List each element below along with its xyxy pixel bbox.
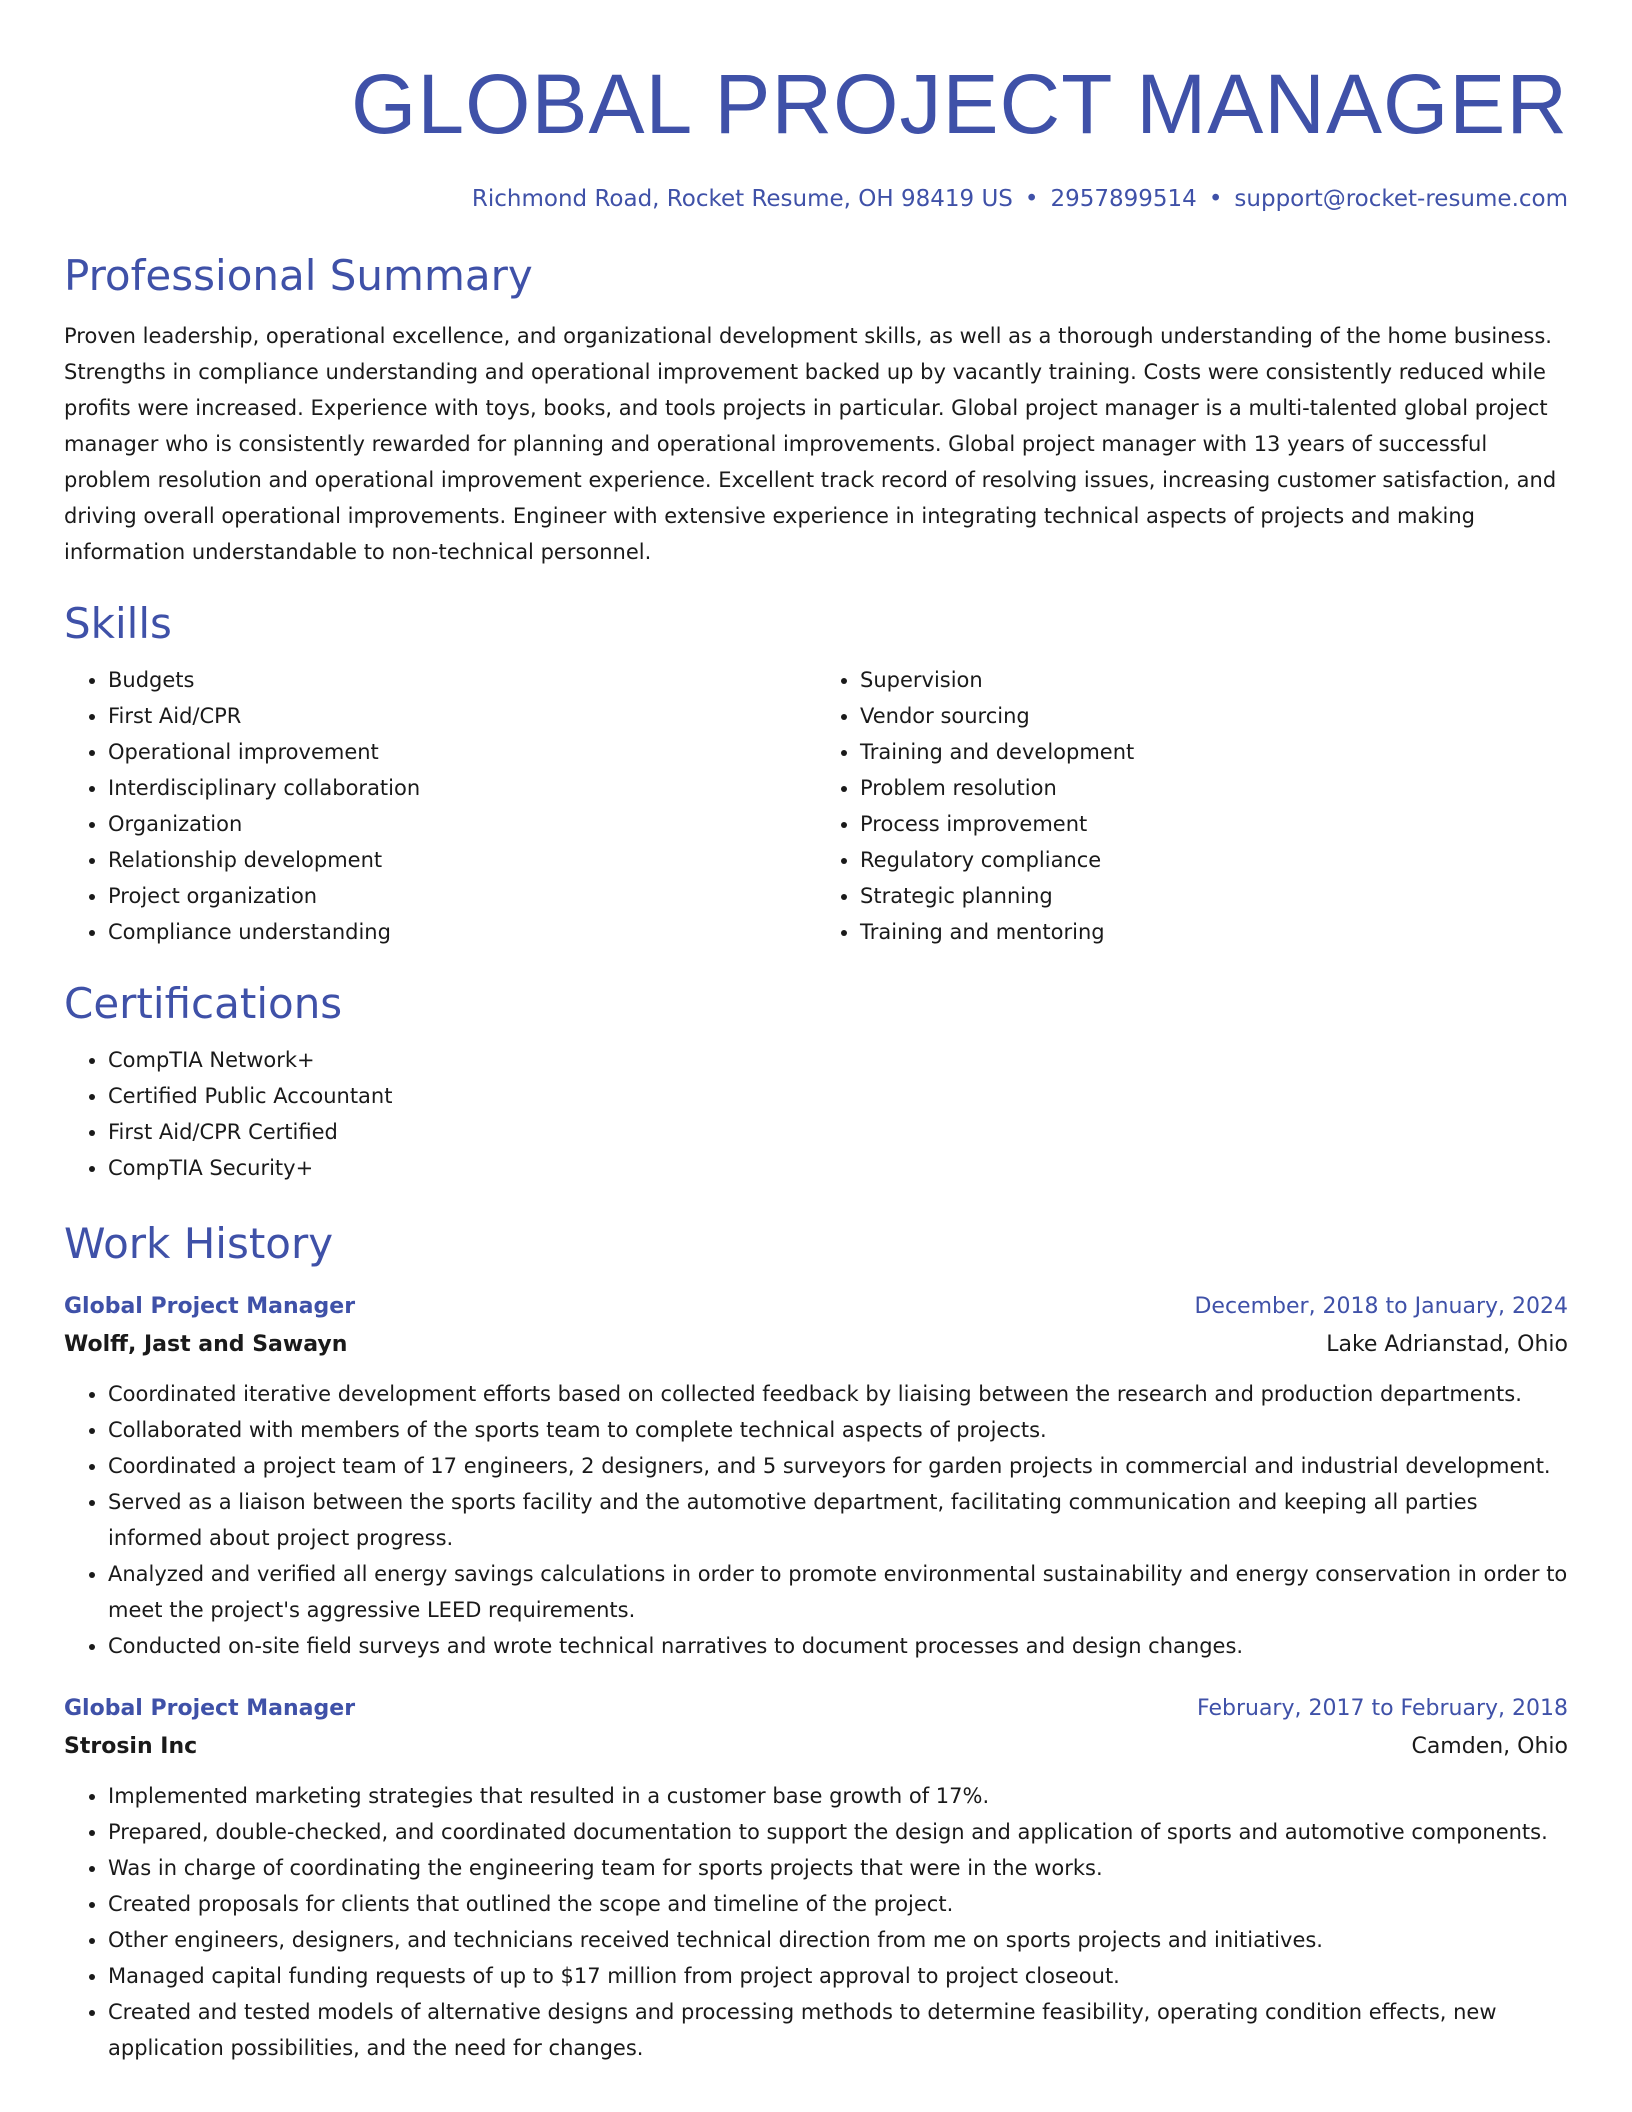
skill-item: • Relationship development xyxy=(108,842,816,878)
skill-item: • Strategic planning xyxy=(860,878,1568,914)
job-bullet: • Other engineers, designers, and technicians received technical direction from me on sports projects and initiatives. xyxy=(108,1922,1568,1958)
certification-item: • CompTIA Network+ xyxy=(108,1042,1568,1078)
skill-item: • First Aid/CPR xyxy=(108,698,816,734)
separator-dot: • xyxy=(1024,186,1039,212)
job-bullet: • Collaborated with members of the sports team to complete technical aspects of projects. xyxy=(108,1412,1568,1448)
skill-item: • Budgets xyxy=(108,662,816,698)
job-dates: February, 2017 to February, 2018 xyxy=(1197,1696,1568,1721)
skill-item: • Problem resolution xyxy=(860,770,1568,806)
skill-item: • Organization xyxy=(108,806,816,842)
job-company-row xyxy=(64,1728,1568,1766)
contact-line xyxy=(64,184,1568,214)
skill-item: • Regulatory compliance xyxy=(860,842,1568,878)
skills-columns xyxy=(64,662,1568,950)
job-bullet: • Managed capital funding requests of up to $17 million from project approval to project closeout. xyxy=(108,1958,1568,1994)
address: Richmond Road, Rocket Resume, OH 98419 US xyxy=(471,186,1013,212)
job-company: Strosin Inc xyxy=(64,1734,198,1759)
skill-item: • Training and mentoring xyxy=(860,914,1568,950)
work-history-heading: Work History xyxy=(64,1219,334,1268)
skills-list-left xyxy=(64,662,816,950)
email-link[interactable]: support@rocket-resume.com xyxy=(1234,186,1568,212)
job-bullet: • Prepared, double-checked, and coordinated documentation to support the design and application of sports and automotive components. xyxy=(108,1814,1568,1850)
skill-item: • Project organization xyxy=(108,878,816,914)
job-header-row xyxy=(64,1690,1568,1728)
job-bullet: • Analyzed and verified all energy savings calculations in order to promote environmental sustainability and energy conservation in order to meet the project's aggressive LEED requirements. xyxy=(108,1556,1568,1628)
resume-header xyxy=(64,0,1568,214)
job-bullet: • Created proposals for clients that outlined the scope and timeline of the project. xyxy=(108,1886,1568,1922)
job-bullets xyxy=(64,1778,1568,2066)
job-bullet: • Was in charge of coordinating the engineering team for sports projects that were in the works. xyxy=(108,1850,1568,1886)
job-header-row xyxy=(64,1288,1568,1326)
skills-heading: Skills xyxy=(64,599,172,648)
candidate-name: GLOBAL PROJECT MANAGER xyxy=(351,57,1568,151)
job-entry xyxy=(64,1288,1568,1664)
job-location: Lake Adrianstad, Ohio xyxy=(1326,1332,1568,1357)
job-bullet: • Conducted on-site field surveys and wrote technical narratives to document processes and design changes. xyxy=(108,1628,1568,1664)
job-bullets xyxy=(64,1376,1568,1664)
summary-text: Proven leadership, operational excellence, and organizational development skills, as well as a thorough understanding of the home business. Strengths in compliance understanding and operational improvement backed up by vacantly training. Costs were consistently reduced while profits were increased. Experience with toys, books, and tools projects in particular. Global project manager is a multi-talented global project manager who is consistently rewarded for planning and operational improvements. Global project manager with 13 years of successful problem resolution and operational improvement experience. Excellent track record of resolving issues, increasing customer satisfaction, and driving overall operational improvements. Engineer with extensive experience in integrating technical aspects of projects and making information understandable to non-technical personnel. xyxy=(64,324,1557,564)
job-bullet: • Served as a liaison between the sports facility and the automotive department, facilitating communication and keeping all parties informed about project progress. xyxy=(108,1484,1568,1556)
skill-item: • Compliance understanding xyxy=(108,914,816,950)
certification-item: • CompTIA Security+ xyxy=(108,1150,1568,1186)
job-title: Global Project Manager xyxy=(64,1294,356,1319)
phone: 2957899514 xyxy=(1050,186,1197,212)
job-location: Camden, Ohio xyxy=(1411,1734,1568,1759)
summary-heading: Professional Summary xyxy=(64,251,533,300)
job-entry xyxy=(64,1690,1568,2066)
skill-item: • Process improvement xyxy=(860,806,1568,842)
skill-item: • Vendor sourcing xyxy=(860,698,1568,734)
job-bullet: • Implemented marketing strategies that resulted in a customer base growth of 17%. xyxy=(108,1778,1568,1814)
job-bullet: • Created and tested models of alternative designs and processing methods to determine feasibility, operating condition effects, new application possibilities, and the need for changes. xyxy=(108,1994,1568,2066)
skill-item: • Training and development xyxy=(860,734,1568,770)
job-bullet: • Coordinated iterative development efforts based on collected feedback by liaising between the research and production departments. xyxy=(108,1376,1568,1412)
separator-dot: • xyxy=(1208,186,1223,212)
certifications-list xyxy=(64,1042,1568,1186)
job-title: Global Project Manager xyxy=(64,1696,356,1721)
job-dates: December, 2018 to January, 2024 xyxy=(1194,1294,1568,1319)
skill-item: • Operational improvement xyxy=(108,734,816,770)
job-bullet: • Coordinated a project team of 17 engineers, 2 designers, and 5 surveyors for garden projects in commercial and industrial development. xyxy=(108,1448,1568,1484)
job-company-row xyxy=(64,1326,1568,1364)
certification-item: • First Aid/CPR Certified xyxy=(108,1114,1568,1150)
skill-item: • Supervision xyxy=(860,662,1568,698)
certifications-heading: Certifications xyxy=(64,979,343,1028)
certification-item: • Certified Public Accountant xyxy=(108,1078,1568,1114)
work-history xyxy=(64,1288,1568,2066)
skill-item: • Interdisciplinary collaboration xyxy=(108,770,816,806)
skills-list-right xyxy=(816,662,1568,950)
job-company: Wolff, Jast and Sawayn xyxy=(64,1332,348,1357)
